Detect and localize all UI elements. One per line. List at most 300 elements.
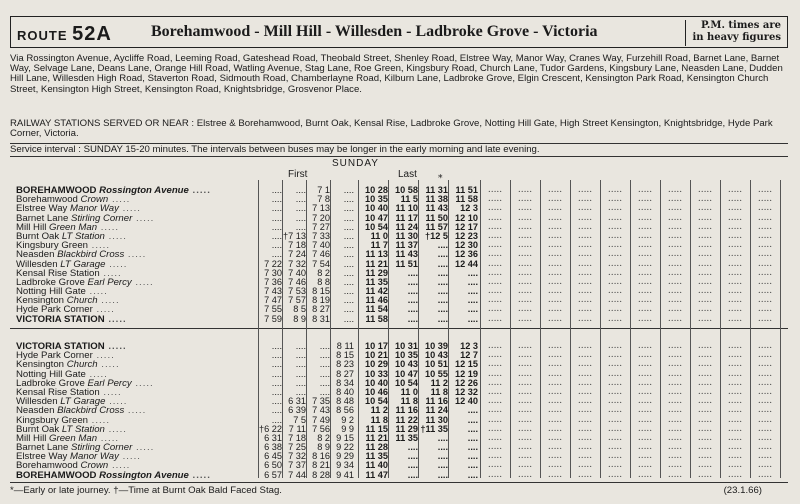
time-cell: 11 54 xyxy=(365,304,388,315)
empty-cell: ..... xyxy=(517,249,533,260)
empty-journey-column xyxy=(570,186,600,324)
empty-cell: ..... xyxy=(637,368,653,379)
stop-detail: LT Station xyxy=(61,231,105,242)
time-cell: .... xyxy=(343,267,354,278)
empty-cell: ..... xyxy=(487,313,503,324)
stop-detail: Green Man xyxy=(49,433,98,444)
stop-name: Barnet Lane xyxy=(16,213,69,223)
time-cell: 11 43 xyxy=(395,249,418,260)
time-cell: 7 18 xyxy=(288,432,306,443)
stop-detail: Earl Percy xyxy=(87,277,132,288)
empty-cell: ..... xyxy=(547,240,563,251)
empty-journey-column xyxy=(540,186,570,324)
empty-cell: ..... xyxy=(637,276,653,287)
stop-name: Kensal Rise Station xyxy=(16,387,100,398)
empty-cell: ..... xyxy=(637,203,653,214)
time-cell: 7 11 xyxy=(288,423,306,434)
empty-cell: ..... xyxy=(607,386,623,397)
empty-cell: ..... xyxy=(697,368,713,379)
empty-cell: ..... xyxy=(517,469,533,480)
time-cell: 10 51 xyxy=(425,359,448,370)
star-marker: * xyxy=(438,174,443,184)
empty-cell: ..... xyxy=(697,185,713,195)
empty-cell: ..... xyxy=(757,377,773,388)
empty-cell: ..... xyxy=(607,396,623,407)
time-cell: 8 28 xyxy=(312,469,330,480)
stop-name: Mill Hill xyxy=(16,433,47,444)
empty-cell: ..... xyxy=(607,185,623,195)
empty-cell: ..... xyxy=(487,386,503,397)
empty-journey-column xyxy=(630,342,660,480)
time-cell: 11 51 xyxy=(455,185,478,195)
empty-cell: ..... xyxy=(727,230,743,241)
stop-name: Borehamwood xyxy=(16,195,78,205)
time-cell: .... xyxy=(343,258,354,269)
empty-journey-column xyxy=(720,186,750,324)
empty-cell: ..... xyxy=(577,194,593,205)
southbound-stop-9 xyxy=(16,269,261,278)
empty-cell: ..... xyxy=(517,203,533,214)
time-cell: .... xyxy=(343,230,354,241)
time-cell: 7 57 xyxy=(288,295,306,306)
empty-cell: ..... xyxy=(577,368,593,379)
time-cell: .... xyxy=(271,359,282,370)
time-cell: 10 33 xyxy=(365,368,388,379)
empty-cell: ..... xyxy=(667,240,683,251)
empty-cell: ..... xyxy=(607,442,623,453)
leader-dots: ..... xyxy=(97,222,120,232)
empty-cell: ..... xyxy=(667,414,683,425)
empty-cell: ..... xyxy=(547,304,563,315)
time-cell: 11 46 xyxy=(365,295,388,306)
time-cell: 7 5 xyxy=(293,414,306,425)
time-cell: 10 58 xyxy=(395,185,418,195)
empty-cell: ..... xyxy=(607,286,623,297)
empty-cell: ..... xyxy=(697,359,713,370)
time-cell: 7 25 xyxy=(288,442,306,453)
southbound-stop-12 xyxy=(16,296,261,305)
empty-cell: ..... xyxy=(697,249,713,260)
empty-cell: ..... xyxy=(727,258,743,269)
time-cell: .... xyxy=(271,396,282,407)
empty-cell: ..... xyxy=(607,368,623,379)
southbound-stop-7 xyxy=(16,250,261,259)
empty-cell: ..... xyxy=(487,368,503,379)
empty-cell: ..... xyxy=(667,313,683,324)
time-cell: 8 31 xyxy=(312,313,330,324)
leader-dots: ..... xyxy=(108,461,131,471)
empty-cell: ..... xyxy=(517,221,533,232)
empty-cell: ..... xyxy=(637,304,653,315)
empty-cell: ..... xyxy=(547,267,563,278)
empty-journey-column xyxy=(660,186,690,324)
empty-cell: ..... xyxy=(487,396,503,407)
empty-cell: ..... xyxy=(517,240,533,251)
time-cell: 8 19 xyxy=(312,295,330,306)
empty-cell: ..... xyxy=(757,460,773,471)
time-cell: 6 38 xyxy=(264,442,282,453)
stop-name: Neasden xyxy=(16,406,55,416)
time-cell: 10 31 xyxy=(395,341,418,351)
empty-cell: ..... xyxy=(727,414,743,425)
time-cell: 11 43 xyxy=(425,203,448,214)
empty-cell: ..... xyxy=(487,295,503,306)
southbound-journey-column xyxy=(420,186,448,324)
stop-detail: Blackbird Cross xyxy=(57,250,125,260)
empty-cell: ..... xyxy=(547,359,563,370)
time-cell: 12 10 xyxy=(455,212,478,223)
empty-cell: ..... xyxy=(637,414,653,425)
southbound-stop-4 xyxy=(16,223,261,232)
time-cell: .... xyxy=(407,276,418,287)
empty-cell: ..... xyxy=(667,194,683,205)
empty-cell: ..... xyxy=(727,469,743,480)
time-cell: .... xyxy=(271,203,282,214)
empty-cell: ..... xyxy=(547,423,563,434)
empty-cell: ..... xyxy=(637,185,653,195)
timetable-header xyxy=(10,16,788,48)
time-cell: .... xyxy=(271,368,282,379)
time-cell: 12 17 xyxy=(455,221,478,232)
time-cell: 11 40 xyxy=(365,460,388,471)
time-cell: 8 5 xyxy=(293,304,306,315)
time-cell: 8 56 xyxy=(336,405,354,416)
empty-cell: ..... xyxy=(727,377,743,388)
time-cell: 7 36 xyxy=(264,276,282,287)
empty-cell: ..... xyxy=(547,313,563,324)
leader-dots: ..... xyxy=(97,433,120,444)
time-cell: .... xyxy=(319,386,330,397)
empty-cell: ..... xyxy=(607,212,623,223)
via-roads: Via Rossington Avenue, Aycliffe Road, Leeming Road, Gateshead Road, Theobald Street, Shenley Road, Elstree Way, Manor Way, Cranes Way, Furzehill Road, Barnet Lane, Barnet Way, Selvage Lane, Deans Lane, Orange Hill Road, Watling Avenue, Stag Lane, Roe Green, Kingsbury Road, Church Lane, Tudor Gardens, Kingsbury Lane, Neasden Lane, Dudden Hill Lane, Willesden High Road, Staverton Road, Sidmouth Road, Chamberlayne Road, Kilburn Lane, Ladbroke Grove, Elgin Crescent, Kensington Park Road, Kensington Church Street, Kensington High Street, Kensington Road, Knightsbridge, Grosvenor Place. xyxy=(10,53,783,95)
time-cell: 12 23 xyxy=(455,230,478,241)
empty-cell: ..... xyxy=(727,386,743,397)
timetable-grid xyxy=(10,158,788,478)
empty-cell: ..... xyxy=(697,313,713,324)
time-cell: .... xyxy=(271,185,282,195)
time-cell: 9 15 xyxy=(336,432,354,443)
time-cell: 12 26 xyxy=(455,377,478,388)
time-cell: 11 0 xyxy=(370,230,388,241)
empty-cell: ..... xyxy=(577,267,593,278)
leader-dots: ..... xyxy=(99,268,122,278)
time-cell: 11 30 xyxy=(425,414,448,425)
empty-cell: ..... xyxy=(517,386,533,397)
southbound-stop-14 xyxy=(16,315,261,324)
time-cell: 12 7 xyxy=(460,350,478,361)
empty-cell: ..... xyxy=(697,451,713,462)
empty-cell: ..... xyxy=(607,460,623,471)
leader-dots: ..... xyxy=(97,296,120,306)
empty-cell: ..... xyxy=(607,221,623,232)
time-cell: .... xyxy=(271,405,282,416)
empty-cell: ..... xyxy=(577,442,593,453)
empty-cell: ..... xyxy=(727,368,743,379)
time-cell: 11 29 xyxy=(395,423,418,434)
empty-cell: ..... xyxy=(487,350,503,361)
empty-cell: ..... xyxy=(757,304,773,315)
time-cell: 7 54 xyxy=(312,258,330,269)
time-cell: 10 54 xyxy=(365,221,388,232)
northbound-stop-3 xyxy=(16,370,261,379)
time-cell: .... xyxy=(343,240,354,251)
empty-cell: ..... xyxy=(517,230,533,241)
empty-cell: ..... xyxy=(727,286,743,297)
empty-journey-column xyxy=(690,186,720,324)
stop-name: Barnet Lane xyxy=(16,443,69,453)
empty-cell: ..... xyxy=(487,267,503,278)
time-cell: .... xyxy=(407,451,418,462)
empty-cell: ..... xyxy=(517,377,533,388)
time-cell: 10 35 xyxy=(365,194,388,205)
stop-name: Kensal Rise Station xyxy=(16,268,100,278)
empty-cell: ..... xyxy=(637,386,653,397)
empty-cell: ..... xyxy=(667,203,683,214)
time-cell: .... xyxy=(319,368,330,379)
empty-cell: ..... xyxy=(577,414,593,425)
empty-cell: ..... xyxy=(607,240,623,251)
empty-cell: ..... xyxy=(517,350,533,361)
empty-cell: ..... xyxy=(757,295,773,306)
empty-cell: ..... xyxy=(727,221,743,232)
empty-cell: ..... xyxy=(637,377,653,388)
empty-cell: ..... xyxy=(727,212,743,223)
time-cell: 11 35 xyxy=(395,432,418,443)
empty-cell: ..... xyxy=(577,286,593,297)
time-cell: 7 56 xyxy=(312,423,330,434)
northbound-stops xyxy=(16,342,261,480)
time-cell: .... xyxy=(271,249,282,260)
empty-cell: ..... xyxy=(517,460,533,471)
time-cell: 11 30 xyxy=(395,230,418,241)
time-cell: .... xyxy=(407,460,418,471)
empty-cell: ..... xyxy=(607,469,623,480)
column-rule xyxy=(330,180,331,478)
empty-cell: ..... xyxy=(697,230,713,241)
time-cell: .... xyxy=(467,295,478,306)
time-cell: 11 8 xyxy=(430,386,448,397)
time-cell: 11 31 xyxy=(425,185,448,195)
empty-cell: ..... xyxy=(637,221,653,232)
stop-detail: Rossington Avenue xyxy=(99,186,189,196)
time-cell: 6 31 xyxy=(288,396,306,407)
empty-cell: ..... xyxy=(637,469,653,480)
northbound-stop-5 xyxy=(16,388,261,397)
empty-cell: ..... xyxy=(727,194,743,205)
time-cell: .... xyxy=(437,276,448,287)
empty-cell: ..... xyxy=(667,276,683,287)
empty-cell: ..... xyxy=(757,258,773,269)
column-rule xyxy=(418,180,419,478)
empty-cell: ..... xyxy=(577,185,593,195)
empty-cell: ..... xyxy=(607,249,623,260)
time-cell: 11 15 xyxy=(365,423,388,434)
empty-cell: ..... xyxy=(517,423,533,434)
empty-cell: ..... xyxy=(757,313,773,324)
northbound-stop-1 xyxy=(16,351,261,360)
leader-dots: ..... xyxy=(92,305,115,315)
empty-cell: ..... xyxy=(547,405,563,416)
time-cell: 11 35 xyxy=(365,276,388,287)
stop-name: Hyde Park Corner xyxy=(16,351,93,361)
empty-cell: ..... xyxy=(637,313,653,324)
time-cell: 10 40 xyxy=(365,203,388,214)
leader-dots: ..... xyxy=(132,443,155,453)
empty-cell: ..... xyxy=(667,359,683,370)
time-cell: 7 40 xyxy=(288,267,306,278)
empty-cell: ..... xyxy=(757,469,773,480)
time-cell: .... xyxy=(407,286,418,297)
time-cell: 10 54 xyxy=(365,396,388,407)
stop-detail: Church xyxy=(66,296,98,306)
time-cell: .... xyxy=(343,221,354,232)
leader-dots: ..... xyxy=(88,241,110,251)
column-rule xyxy=(282,180,283,478)
empty-cell: ..... xyxy=(667,350,683,361)
time-cell: 11 58 xyxy=(455,194,478,205)
empty-cell: ..... xyxy=(667,295,683,306)
empty-cell: ..... xyxy=(547,377,563,388)
time-cell: 6 57 xyxy=(264,469,282,480)
empty-cell: ..... xyxy=(487,414,503,425)
time-cell: .... xyxy=(407,267,418,278)
time-cell: .... xyxy=(437,295,448,306)
empty-cell: ..... xyxy=(607,267,623,278)
time-cell: .... xyxy=(343,295,354,306)
stop-name: Neasden xyxy=(16,250,55,260)
empty-cell: ..... xyxy=(547,286,563,297)
empty-cell: ..... xyxy=(727,185,743,195)
stop-name: Borehamwood xyxy=(16,461,78,471)
time-cell: .... xyxy=(343,313,354,324)
time-cell: 7 46 xyxy=(288,276,306,287)
time-cell: .... xyxy=(467,414,478,425)
time-cell: †6 22 xyxy=(259,423,282,434)
empty-journey-column xyxy=(750,186,780,324)
time-cell: 6 45 xyxy=(264,451,282,462)
empty-cell: ..... xyxy=(607,304,623,315)
time-cell: 10 46 xyxy=(365,386,388,397)
time-cell: 7 43 xyxy=(312,405,330,416)
empty-cell: ..... xyxy=(517,194,533,205)
leader-dots: ..... xyxy=(131,277,154,288)
route-label xyxy=(17,23,112,46)
time-cell: 11 5 xyxy=(400,194,418,205)
time-cell: 11 8 xyxy=(400,396,418,407)
southbound-stop-3 xyxy=(16,214,261,223)
time-cell: .... xyxy=(295,212,306,223)
empty-cell: ..... xyxy=(607,423,623,434)
empty-cell: ..... xyxy=(757,286,773,297)
time-cell: .... xyxy=(467,405,478,416)
empty-cell: ..... xyxy=(487,451,503,462)
empty-cell: ..... xyxy=(697,405,713,416)
leader-dots: ..... xyxy=(104,231,127,242)
time-cell: .... xyxy=(467,451,478,462)
time-cell: 7 33 xyxy=(312,230,330,241)
empty-cell: ..... xyxy=(697,341,713,351)
time-cell: .... xyxy=(437,460,448,471)
northbound-stop-12 xyxy=(16,452,261,461)
empty-journey-column xyxy=(570,342,600,480)
time-cell: .... xyxy=(343,249,354,260)
time-cell: 8 27 xyxy=(312,304,330,315)
time-cell: .... xyxy=(437,286,448,297)
time-cell: 10 43 xyxy=(425,350,448,361)
empty-cell: ..... xyxy=(577,469,593,480)
empty-cell: ..... xyxy=(517,451,533,462)
empty-cell: ..... xyxy=(757,442,773,453)
empty-cell: ..... xyxy=(757,230,773,241)
empty-cell: ..... xyxy=(577,203,593,214)
leader-dots: ..... xyxy=(118,204,141,214)
time-cell: .... xyxy=(437,451,448,462)
time-cell: 10 21 xyxy=(365,350,388,361)
time-cell: .... xyxy=(319,341,330,351)
stop-name: VICTORIA STATION xyxy=(16,342,105,352)
stop-name: Burnt Oak xyxy=(16,231,60,242)
empty-cell: ..... xyxy=(727,341,743,351)
time-cell: .... xyxy=(467,460,478,471)
empty-cell: ..... xyxy=(667,469,683,480)
time-cell: 11 38 xyxy=(425,194,448,205)
northbound-journey-column xyxy=(282,342,306,480)
time-cell: .... xyxy=(407,295,418,306)
time-cell: 8 16 xyxy=(312,451,330,462)
empty-journey-column xyxy=(630,186,660,324)
stop-name: Elstree Way xyxy=(16,204,68,214)
southbound-journey-column xyxy=(390,186,418,324)
time-cell: 8 34 xyxy=(336,377,354,388)
northbound-journey-column xyxy=(330,342,354,480)
empty-cell: ..... xyxy=(757,423,773,434)
empty-cell: ..... xyxy=(487,212,503,223)
time-cell: 7 32 xyxy=(288,451,306,462)
stop-name: VICTORIA STATION xyxy=(16,314,105,324)
empty-cell: ..... xyxy=(607,414,623,425)
empty-cell: ..... xyxy=(757,396,773,407)
time-cell: 11 16 xyxy=(395,405,418,416)
empty-cell: ..... xyxy=(667,432,683,443)
time-cell: 11 42 xyxy=(365,286,388,297)
leader-dots: ..... xyxy=(105,259,128,269)
northbound-stop-4 xyxy=(16,379,261,388)
stop-detail: Earl Percy xyxy=(87,378,132,388)
empty-cell: ..... xyxy=(607,377,623,388)
time-cell: 7 22 xyxy=(264,258,282,269)
southbound-stop-13 xyxy=(16,305,261,314)
column-rule xyxy=(258,180,259,478)
column-rule xyxy=(306,180,307,478)
southbound-stop-2 xyxy=(16,204,261,213)
leader-dots: ..... xyxy=(105,397,128,407)
empty-cell: ..... xyxy=(667,286,683,297)
time-cell: 9 34 xyxy=(336,460,354,471)
empty-cell: ..... xyxy=(577,258,593,269)
empty-cell: ..... xyxy=(487,249,503,260)
time-cell: .... xyxy=(467,304,478,315)
empty-cell: ..... xyxy=(757,341,773,351)
time-cell: .... xyxy=(467,276,478,287)
time-cell: 7 46 xyxy=(312,249,330,260)
empty-cell: ..... xyxy=(577,386,593,397)
empty-cell: ..... xyxy=(517,359,533,370)
empty-cell: ..... xyxy=(577,460,593,471)
time-cell: 7 27 xyxy=(312,221,330,232)
empty-cell: ..... xyxy=(637,267,653,278)
time-cell: .... xyxy=(407,304,418,315)
empty-cell: ..... xyxy=(547,469,563,480)
